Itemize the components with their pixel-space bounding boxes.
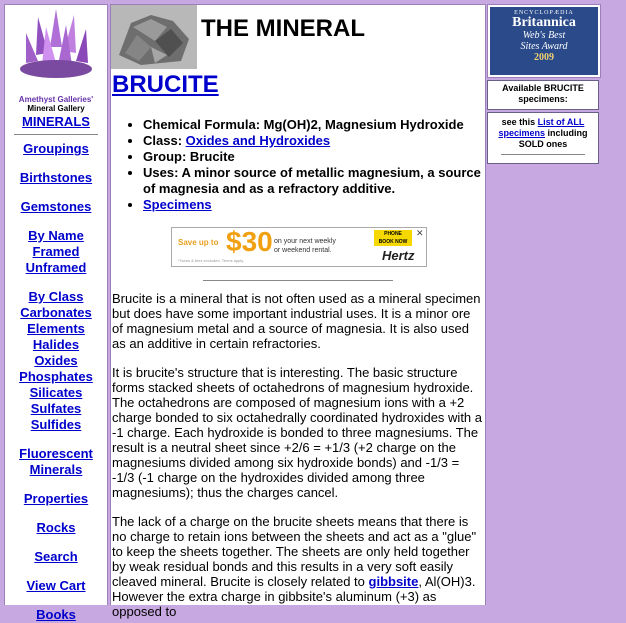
sidebar-gap — [5, 157, 107, 170]
britannica-award-badge[interactable] — [487, 4, 601, 78]
ad-text-save: Save up to — [178, 238, 219, 247]
ad-cta-phone: PHONE — [384, 231, 402, 237]
fact-formula-value: Mg(OH)2, Magnesium Hydroxide — [263, 117, 464, 132]
right-column — [487, 4, 600, 164]
logo-subcaption: Mineral Gallery — [27, 104, 85, 113]
sidebar-link-carbonates[interactable]: Carbonates — [20, 305, 92, 320]
sidebar-link-oxides[interactable]: Oxides — [34, 353, 78, 368]
class-link[interactable]: Oxides and Hydroxides — [185, 133, 331, 148]
sidebar-link-framed[interactable]: Framed — [32, 244, 80, 259]
sidebar-link-phosphates[interactable]: Phosphates — [19, 369, 93, 384]
fact-group: • Group: Brucite — [143, 149, 481, 165]
logo-caption: Amethyst Galleries' — [18, 95, 94, 104]
specimen-list-box — [487, 112, 599, 164]
sidebar-link-sulfides[interactable]: Sulfides — [30, 417, 82, 432]
main-content — [110, 4, 486, 619]
ad-cta-book: BOOK NOW — [378, 239, 408, 245]
award-year: 2009 — [534, 52, 554, 63]
ad-close-icon[interactable]: ✕ — [416, 228, 424, 238]
sidebar-link-unframed[interactable]: Unframed — [25, 260, 87, 275]
paragraph-intro: Brucite is a mineral that is not often used as a mineral specimen but does have some important industrial uses. It is a minor ore of magnesium metal and a source of magnesia. It is also used as an additive in certain refractories. — [112, 291, 481, 351]
fact-formula-label: Chemical Formula: — [143, 117, 264, 132]
mineral-photo — [111, 5, 197, 69]
sidebar-gap — [5, 215, 107, 228]
sidebar-link-rocks[interactable]: Rocks — [36, 520, 76, 535]
specimen-list-post: including SOLD ones — [518, 128, 588, 149]
sidebar-link-halides[interactable]: Halides — [32, 337, 80, 352]
sidebar-link-elements[interactable]: Elements — [27, 321, 85, 336]
sidebar-divider — [14, 134, 98, 135]
sidebar-link-view-cart[interactable]: View Cart — [26, 578, 86, 593]
fact-specimens — [143, 197, 481, 213]
fact-class — [143, 133, 481, 149]
left-sidebar — [4, 4, 108, 622]
sidebar-link-groupings[interactable]: Groupings — [23, 141, 89, 156]
paragraph-structure: It is brucite's structure that is interesting. The basic structure forms stacked sheets of octahedrons of magnesium hydroxide. The octahedrons are composed of magnesium ions with a +2 charge bonded to six octahedrally coordinated hydroxides with a -1 charge. Each hydroxide is bonded to three magnesiums. The result is a neutral sheet since +2/6 = +1/3 (+2 charge on the magnesiums divided among six hydroxide bonds) and -1/3 = -1/3 (-1 charge on the hydroxides divided among three magnesiums); thus the charges cancel. — [112, 365, 483, 500]
ad-brand: Hertz — [382, 248, 415, 263]
sidebar-link-properties[interactable]: Properties — [23, 491, 89, 506]
sidebar-link-fluorescent[interactable]: Fluorescent — [19, 446, 93, 461]
specimen-box-divider — [501, 154, 585, 155]
available-specimens-box: Available BRUCITE specimens: — [487, 80, 599, 110]
amethyst-crystal-icon — [16, 7, 96, 79]
award-brand: Britannica — [512, 15, 576, 30]
ad-book-button[interactable] — [374, 230, 412, 246]
paragraph-charge — [112, 514, 484, 619]
specimen-list-link[interactable]: List of ALL specimens — [498, 117, 585, 138]
sidebar-gap — [5, 276, 107, 289]
sidebar-link-sulfates[interactable]: Sulfates — [30, 401, 82, 416]
sidebar-link-silicates[interactable]: Silicates — [29, 385, 83, 400]
sidebar-gap — [5, 536, 107, 549]
sidebar-gap — [5, 594, 107, 607]
gibbsite-link[interactable]: gibbsite — [368, 574, 419, 589]
sidebar-link-birthstones[interactable]: Birthstones — [19, 170, 93, 185]
paragraph-charge-text-b: , Al(OH)3. However the extra charge in gibbsite's aluminum (+3) as opposed to — [112, 574, 476, 619]
sidebar-link-gemstones[interactable]: Gemstones — [20, 199, 92, 214]
sidebar-gap — [5, 507, 107, 520]
sidebar-link-by-class[interactable]: By Class — [28, 289, 84, 304]
sidebar-link-books[interactable]: Books — [36, 607, 76, 622]
content-divider — [203, 280, 393, 281]
hertz-ad-banner[interactable] — [171, 227, 427, 267]
sidebar-link-search[interactable]: Search — [34, 549, 78, 564]
ad-amount: $30 — [226, 226, 273, 257]
ad-text-line3: or weekend rental. — [274, 247, 332, 254]
sidebar-gap — [5, 433, 107, 446]
mineral-facts-list — [117, 117, 481, 213]
paragraph-charge-text-a: The lack of a charge on the brucite sheets means that there is no charge to retain ions between the sheets and act as a "glue" to keep the sheets together. The sheets are only held together by weak residual bonds and this results in a very soft easily cleaved mineral. Brucite is closely related to — [112, 514, 477, 589]
sidebar-link-by-name[interactable]: By Name — [28, 228, 84, 243]
award-panel — [490, 7, 598, 75]
fact-uses: • Uses: A minor source of metallic magnesium, a source of magnesia and as a refractory additive. — [143, 165, 481, 197]
award-line1: Web's Best — [522, 30, 566, 41]
award-top-text: ENCYCLOPÆDIA — [514, 10, 574, 16]
fact-formula — [143, 117, 481, 133]
mineral-rock-icon — [111, 5, 197, 69]
ad-text-line2: on your next weekly — [274, 238, 336, 245]
ad-fine-print: *Taxes & fees excluded. Terms apply. — [178, 258, 245, 263]
specimens-link[interactable]: Specimens — [143, 197, 212, 212]
sidebar-nav — [5, 141, 107, 623]
sidebar-gap — [5, 478, 107, 491]
specimen-list-pre: see this — [501, 117, 538, 127]
fact-class-label: Class: — [143, 133, 186, 148]
page-title: THE MINERAL — [201, 15, 365, 42]
sidebar-gap — [5, 186, 107, 199]
sidebar-link-minerals[interactable]: Minerals — [29, 462, 83, 477]
sidebar-heading-minerals[interactable]: MINERALS — [22, 114, 90, 129]
award-line2: Sites Award — [520, 41, 568, 52]
mineral-name-link[interactable]: BRUCITE — [112, 71, 219, 98]
amethyst-logo[interactable] — [8, 7, 104, 95]
sidebar-gap — [5, 565, 107, 578]
